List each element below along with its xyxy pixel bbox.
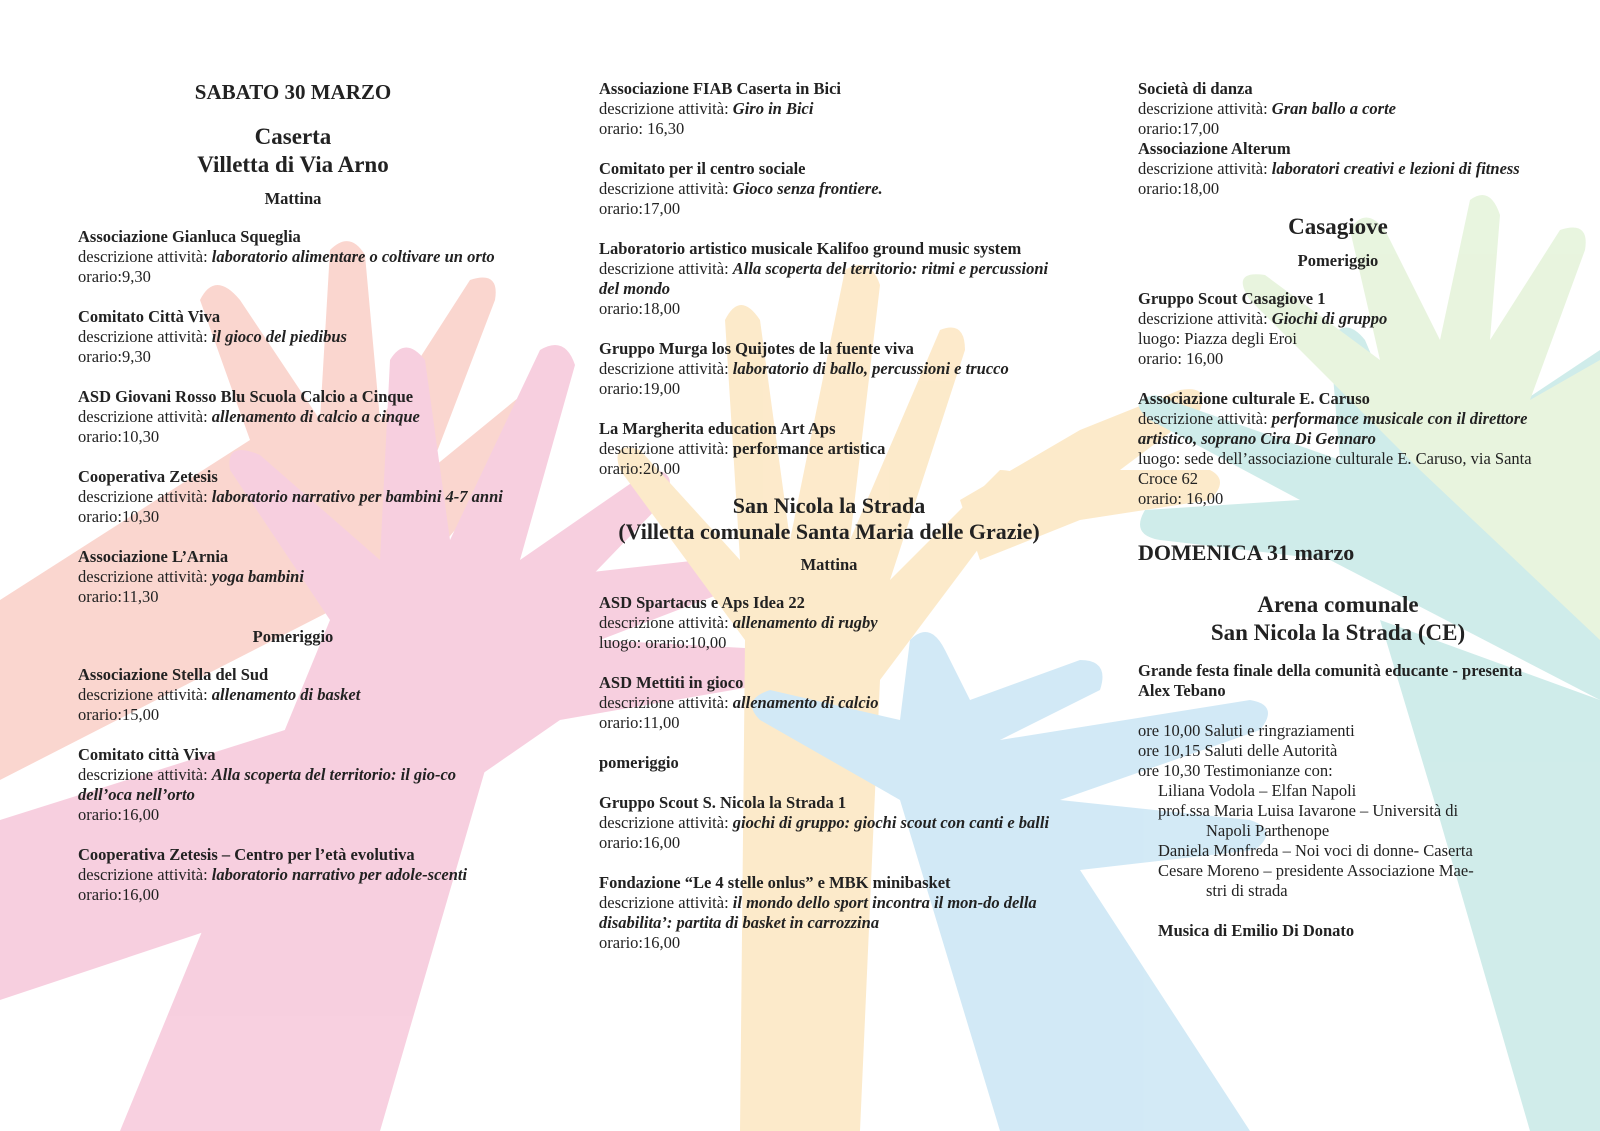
event-entry [599, 873, 1059, 953]
activity: Giochi di gruppo [1271, 309, 1388, 328]
org-name: Associazione L’Arnia [78, 547, 229, 566]
descr-label: descrizione attività: [599, 259, 733, 278]
event-entry [599, 419, 1059, 479]
descr-label: descrizione attività: [1138, 309, 1272, 328]
activity: laboratorio di ballo, percussioni e trucco [732, 359, 1009, 378]
activity: performance artistica [732, 439, 886, 458]
event-entry [78, 467, 508, 527]
descr-label: descrizione attività: [78, 865, 212, 884]
org-name: Laboratorio artistico musicale Kalifoo ground music system [599, 239, 1022, 258]
event-entry [599, 239, 1059, 319]
arena-city: San Nicola la Strada (CE) [1210, 620, 1466, 645]
activity: performance musicale con il direttore artistico, soprano Cira Di Gennaro [1138, 409, 1528, 448]
orario-label: orario: [78, 267, 122, 286]
orario-label: orario: [599, 459, 643, 478]
luogo-time: luogo: orario:10,00 [599, 633, 727, 652]
time: 9,30 [121, 347, 151, 366]
activity: allenamento di basket [211, 685, 361, 704]
place-venue: (Villetta comunale Santa Maria delle Grazie) [618, 519, 1040, 544]
day-title: SABATO 30 MARZO [194, 80, 392, 104]
org-name: ASD Giovani Rosso Blu Scuola Calcio a Cinque [78, 387, 414, 406]
activity: laboratorio alimentare o coltivare un orto [211, 247, 495, 266]
time: 19,00 [642, 379, 681, 398]
activity: Gran ballo a corte [1271, 99, 1396, 118]
descr-label: descrizione attività: [599, 439, 733, 458]
descr-label: descrizione attività: [599, 693, 733, 712]
event-entry [599, 793, 1059, 853]
activity: laboratori creativi e lezioni di fitness [1271, 159, 1520, 178]
period-morning: Mattina [800, 555, 858, 574]
time: 16,00 [121, 805, 160, 824]
event-entry [78, 227, 508, 287]
org-name: Associazione FIAB Caserta in Bici [599, 79, 841, 98]
descr-label: descrizione attività: [599, 813, 733, 832]
activity: giochi di gruppo: giochi scout con canti e balli [732, 813, 1050, 832]
org-name: Associazione Gianluca Squeglia [78, 227, 301, 246]
activity: allenamento di rugby [732, 613, 878, 632]
place-title: Casagiove [1288, 214, 1388, 239]
event-entry [78, 387, 508, 447]
activity: Giro in Bici [732, 99, 814, 118]
org-name: Gruppo Scout S. Nicola la Strada 1 [599, 793, 847, 812]
activity: Alla scoperta del territorio: ritmi e percussioni del mondo [599, 259, 1049, 298]
orario-label: orario: [599, 379, 643, 398]
event-entry [599, 673, 1059, 733]
descr-label: descrizione attività: [78, 327, 212, 346]
period-afternoon: Pomeriggio [1297, 251, 1379, 270]
orario-label: orario: [1138, 489, 1182, 508]
orario-label: orario: [599, 713, 643, 732]
column-caserta-continued-san-nicola [599, 79, 1059, 973]
orario-label: orario: [1138, 349, 1182, 368]
orario-label: orario: [599, 119, 643, 138]
event-entry [78, 665, 508, 725]
org-name: Associazione Stella del Sud [78, 665, 269, 684]
time: 16,30 [642, 119, 685, 138]
time: 10,30 [121, 507, 160, 526]
speaker: Daniela Monfreda – Noi voci di donne- Caserta [1158, 841, 1473, 860]
period-morning: Mattina [264, 189, 322, 208]
event-entry [1138, 289, 1538, 369]
org-name: ASD Mettiti in gioco [599, 673, 744, 692]
festa-title: Grande festa finale della comunità educante - presenta Alex Tebano [1138, 661, 1523, 700]
period-afternoon: Pomeriggio [252, 627, 334, 646]
speaker-continued: stri di strada [1206, 881, 1288, 900]
place-venue: Villetta di Via Arno [197, 152, 389, 177]
arena-title [1138, 591, 1538, 647]
time: 16,00 [1181, 489, 1224, 508]
activity: laboratorio narrativo per adole-scenti [211, 865, 468, 884]
org-name: Cooperativa Zetesis – Centro per l’età evolutiva [78, 845, 415, 864]
descr-label: descrizione attività: [599, 359, 733, 378]
luogo-label: luogo: [1138, 329, 1185, 348]
time: 9,30 [121, 267, 151, 286]
event-entry [78, 547, 508, 607]
program-line: ore 10,30 Testimonianze con: [1138, 761, 1333, 780]
descr-label: descrizione attività: [78, 487, 212, 506]
activity: yoga bambini [211, 567, 304, 586]
column-saturday-caserta [78, 79, 508, 925]
event-entry [1138, 389, 1538, 509]
speaker: Cesare Moreno – presidente Associazione Mae- [1158, 861, 1474, 880]
activity: il gioco del piedibus [211, 327, 347, 346]
orario-label: orario: [78, 705, 122, 724]
place-city: Caserta [254, 124, 332, 149]
speaker: Liliana Vodola – Elfan Napoli [1158, 781, 1357, 800]
activity: laboratorio narrativo per bambini 4-7 anni [211, 487, 503, 506]
time: 15,00 [121, 705, 160, 724]
descr-label: descrizione attività: [1138, 159, 1272, 178]
descr-label: descrizione attività: [78, 407, 212, 426]
descr-label: descrizione attività: [1138, 409, 1272, 428]
time: 11,30 [121, 587, 159, 606]
column-casagiove-sunday [1138, 79, 1538, 941]
program-line: ore 10,00 Saluti e ringraziamenti [1138, 721, 1355, 740]
time: 17,00 [642, 199, 681, 218]
time: 17,00 [1181, 119, 1220, 138]
time: 20,00 [642, 459, 681, 478]
orario-label: orario: [78, 885, 122, 904]
place-city: San Nicola la Strada [732, 493, 926, 518]
org-name: ASD Spartacus e Aps Idea 22 [599, 593, 805, 612]
arena-venue: Arena comunale [1257, 592, 1419, 617]
orario-label: orario: [1138, 179, 1182, 198]
org-name: Comitato per il centro sociale [599, 159, 806, 178]
org-name: Comitato città Viva [78, 745, 216, 764]
time: 16,00 [1181, 349, 1224, 368]
org-name: Società di danza [1138, 79, 1253, 98]
time: 16,00 [642, 933, 681, 952]
time: 16,00 [121, 885, 160, 904]
event-entry [78, 745, 508, 825]
program-line: ore 10,15 Saluti delle Autorità [1138, 741, 1338, 760]
place-title [599, 493, 1059, 545]
descr-label: descrizione attività: [78, 247, 212, 266]
time: 10,30 [121, 427, 160, 446]
location: sede dell’associazione culturale E. Caruso, via Santa Croce 62 [1138, 449, 1532, 488]
descr-label: descrizione attività: [599, 893, 733, 912]
program-list [1138, 721, 1538, 901]
descr-label: descrizione attività: [599, 179, 733, 198]
orario-label: orario: [78, 805, 122, 824]
activity: Gioco senza frontiere. [732, 179, 883, 198]
event-entry [78, 307, 508, 367]
org-name: Comitato Città Viva [78, 307, 221, 326]
sunday-title: DOMENICA 31 marzo [1138, 540, 1355, 565]
descr-label: descrizione attività: [599, 613, 733, 632]
org-name: Fondazione “Le 4 stelle onlus” e MBK minibasket [599, 873, 951, 892]
music-credit: Musica di Emilio Di Donato [1158, 921, 1355, 940]
speaker-continued: Napoli Parthenope [1206, 821, 1330, 840]
orario-label: orario: [1138, 119, 1182, 138]
orario-label: orario: [599, 833, 643, 852]
period-afternoon: pomeriggio [599, 753, 679, 772]
activity: Alla scoperta del territorio: il gio-co dell’oca nell’orto [78, 765, 457, 804]
orario-label: orario: [78, 587, 122, 606]
event-entry [599, 79, 1059, 139]
orario-label: orario: [599, 199, 643, 218]
org-name: Associazione Alterum [1138, 139, 1291, 158]
orario-label: orario: [78, 347, 122, 366]
time: 11,00 [642, 713, 680, 732]
event-entry [599, 593, 1059, 653]
descr-label: descrizione attività: [78, 685, 212, 704]
activity: allenamento di calcio a cinque [211, 407, 420, 426]
event-entry [599, 159, 1059, 219]
time: 18,00 [642, 299, 681, 318]
org-name: Gruppo Scout Casagiove 1 [1138, 289, 1326, 308]
org-name: La Margherita education Art Aps [599, 419, 836, 438]
event-entry [1138, 139, 1538, 199]
time: 16,00 [642, 833, 681, 852]
org-name: Associazione culturale E. Caruso [1138, 389, 1370, 408]
luogo-label: luogo: [1138, 449, 1185, 468]
descr-label: descrizione attività: [1138, 99, 1272, 118]
descr-label: descrizione attività: [78, 765, 212, 784]
activity: allenamento di calcio [732, 693, 879, 712]
orario-label: orario: [78, 507, 122, 526]
org-name: Cooperativa Zetesis [78, 467, 218, 486]
speaker: prof.ssa Maria Luisa Iavarone – Università di [1158, 801, 1459, 820]
org-name: Gruppo Murga los Quijotes de la fuente viva [599, 339, 914, 358]
event-entry [599, 339, 1059, 399]
descr-label: descrizione attività: [599, 99, 733, 118]
orario-label: orario: [599, 299, 643, 318]
time: 18,00 [1181, 179, 1220, 198]
orario-label: orario: [599, 933, 643, 952]
place-title [78, 123, 508, 179]
event-entry [1138, 79, 1538, 139]
orario-label: orario: [78, 427, 122, 446]
descr-label: descrizione attività: [78, 567, 212, 586]
event-entry [78, 845, 508, 905]
activity: il mondo dello sport incontra il mon-do della disabilita’: partita di basket in carrozzina [599, 893, 1037, 932]
location: Piazza degli Eroi [1184, 329, 1298, 348]
